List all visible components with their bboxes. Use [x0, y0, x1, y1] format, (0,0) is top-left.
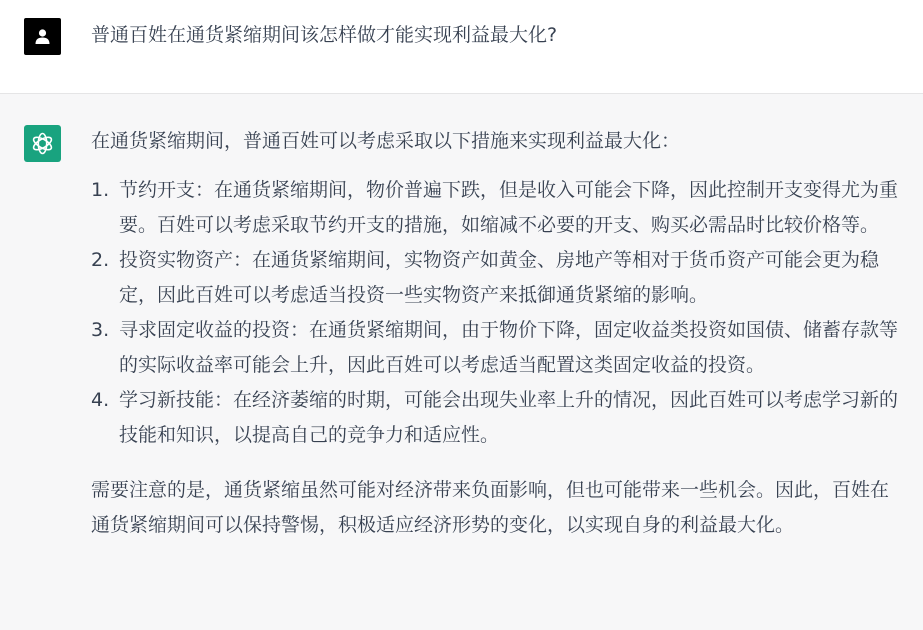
assistant-answer [91, 124, 903, 543]
list-item-number: 4. [91, 389, 110, 411]
list-item-text: 节约开支：在通货紧缩期间，物价普遍下跌，但是收入可能会下降，因此控制开支变得尤为重要。百姓可以考虑采取节约开支的措施，如缩减不必要的开支、购买必需品时比较价格等。 [119, 179, 899, 236]
user-silhouette-icon [34, 28, 51, 45]
assistant-message [0, 94, 923, 630]
list-item [91, 383, 903, 453]
answer-outro: 需要注意的是，通货紧缩虽然可能对经济带来负面影响，但也可能带来一些机会。因此，百姓在通货紧缩期间可以保持警惕，积极适应经济形势的变化，以实现自身的利益最大化。 [91, 479, 890, 536]
list-item-number: 3. [91, 319, 110, 341]
measures-list [91, 173, 903, 453]
list-item [91, 173, 903, 243]
assistant-avatar [24, 125, 61, 162]
user-question: 普通百姓在通货紧缩期间该怎样做才能实现利益最大化? [91, 24, 558, 46]
list-item-text: 学习新技能：在经济萎缩的时期，可能会出现失业率上升的情况，因此百姓可以考虑学习新的技能和知识，以提高自己的竞争力和适应性。 [119, 389, 899, 446]
user-message [0, 0, 923, 94]
openai-logo-icon [30, 131, 55, 156]
list-item-text: 投资实物资产：在通货紧缩期间，实物资产如黄金、房地产等相对于货币资产可能会更为稳定，因此百姓可以考虑适当投资一些实物资产来抵御通货紧缩的影响。 [119, 249, 880, 306]
user-avatar [24, 18, 61, 55]
list-item-number: 2. [91, 249, 110, 271]
answer-intro: 在通货紧缩期间，普通百姓可以考虑采取以下措施来实现利益最大化： [91, 130, 681, 152]
list-item-text: 寻求固定收益的投资：在通货紧缩期间，由于物价下降，固定收益类投资如国债、储蓄存款等的实际收益率可能会上升，因此百姓可以考虑适当配置这类固定收益的投资。 [119, 319, 899, 376]
list-item-number: 1. [91, 179, 110, 201]
list-item [91, 243, 903, 313]
list-item [91, 313, 903, 383]
